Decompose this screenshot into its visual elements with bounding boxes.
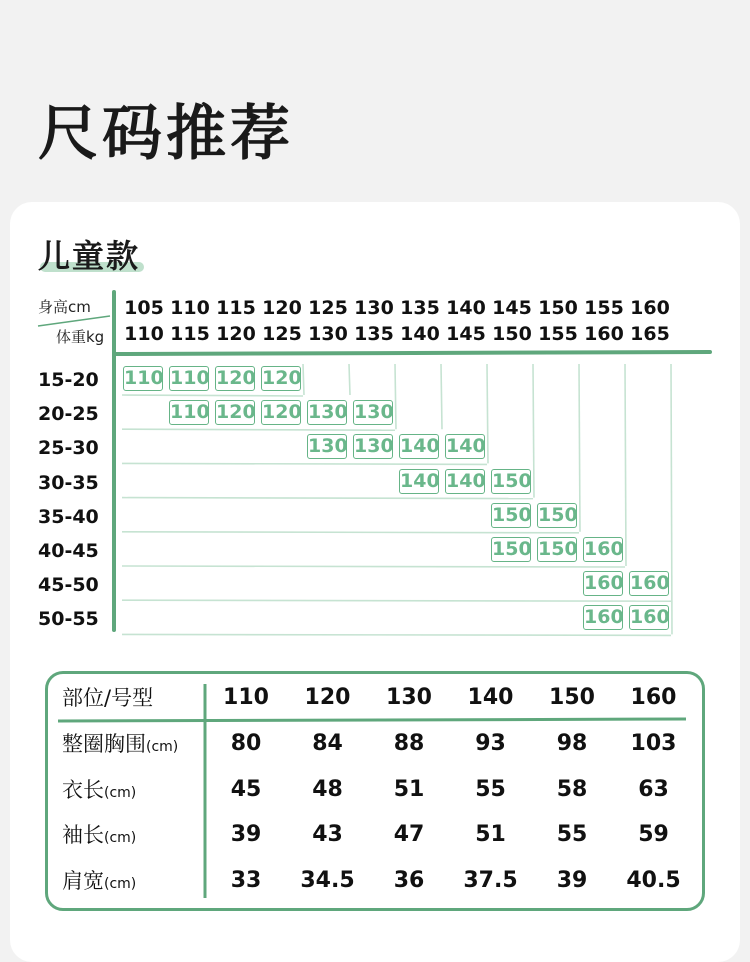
height-axis-label: 身高cm xyxy=(38,298,91,316)
weight-row-label: 45-50 xyxy=(38,574,99,597)
section-title: 儿童款 xyxy=(38,237,141,275)
measurement-value: 43 xyxy=(312,822,343,847)
height-from-135: 135 xyxy=(400,297,440,319)
measurement-size-header: 150 xyxy=(549,685,595,710)
size-recommendation-box: 150 xyxy=(538,538,578,560)
measurement-value: 33 xyxy=(230,867,262,893)
height-to-160: 160 xyxy=(584,323,624,345)
height-from-160: 160 xyxy=(630,297,670,319)
measurement-value: 45 xyxy=(230,776,262,802)
height-from-145: 145 xyxy=(492,297,532,319)
size-recommendation-box: 150 xyxy=(538,503,578,526)
measurement-row-label xyxy=(62,776,136,807)
measurement-unit: (cm) xyxy=(104,830,137,846)
size-recommendation-box: 140 xyxy=(446,435,486,458)
height-to-155: 155 xyxy=(538,323,578,345)
measurement-value: 39 xyxy=(556,867,588,893)
measurement-row-label xyxy=(62,730,178,761)
height-from-120: 120 xyxy=(262,297,302,319)
height-to-135: 135 xyxy=(354,323,394,345)
measurement-size-header: 110 xyxy=(223,685,269,710)
weight-axis-label: 体重kg xyxy=(56,328,105,346)
height-to-150: 150 xyxy=(492,323,532,345)
measurement-size-header: 120 xyxy=(304,685,351,710)
size-recommendation-box: 130 xyxy=(354,401,394,424)
size-recommendation-box: 110 xyxy=(124,367,164,389)
measurement-value: 47 xyxy=(393,822,425,847)
measurement-value: 93 xyxy=(475,731,506,756)
height-to-130: 130 xyxy=(308,323,348,345)
height-to-115: 115 xyxy=(170,323,210,345)
size-recommendation-box: 140 xyxy=(400,435,440,458)
measurement-value: 48 xyxy=(312,776,343,802)
measurement-value: 51 xyxy=(393,776,425,802)
size-recommendation-box: 130 xyxy=(308,435,348,458)
weight-row-label: 15-20 xyxy=(38,369,99,391)
measurement-value: 84 xyxy=(312,731,343,756)
weight-row-label: 20-25 xyxy=(38,403,99,426)
measurement-value: 59 xyxy=(638,822,669,847)
measurement-value: 40.5 xyxy=(626,867,681,893)
weight-row-label: 30-35 xyxy=(38,471,99,494)
height-to-165: 165 xyxy=(630,323,670,345)
measurement-part-name: 肩宽 xyxy=(62,868,104,893)
size-recommendation-box: 120 xyxy=(216,367,256,389)
weight-row-label: 25-30 xyxy=(38,437,99,460)
height-from-115: 115 xyxy=(216,297,256,319)
weight-row-label: 40-45 xyxy=(38,540,99,562)
size-recommendation-box: 160 xyxy=(584,572,624,595)
height-from-125: 125 xyxy=(308,297,348,319)
height-from-150: 150 xyxy=(538,297,578,319)
measurement-header-divider xyxy=(58,719,686,721)
measurement-size-header: 130 xyxy=(386,685,432,710)
measurement-value: 103 xyxy=(630,731,677,756)
size-recommendation-box: 130 xyxy=(308,401,348,424)
measurement-value: 88 xyxy=(393,731,425,756)
measurement-value: 37.5 xyxy=(463,867,518,893)
measurement-value: 36 xyxy=(393,867,425,893)
measurement-unit: (cm) xyxy=(104,875,137,892)
size-recommendation-box: 140 xyxy=(400,469,440,492)
measurement-value: 55 xyxy=(556,822,588,847)
page-title: 尺码推荐 xyxy=(38,99,294,169)
size-recommendation-box: 150 xyxy=(492,469,532,492)
height-from-140: 140 xyxy=(446,297,486,319)
size-recommendation-box: 160 xyxy=(584,606,624,629)
measurement-unit: (cm) xyxy=(146,739,179,755)
size-recommendation-box: 150 xyxy=(492,503,532,526)
size-recommendation-box: 160 xyxy=(630,572,670,595)
measurement-part-name: 袖长 xyxy=(62,823,104,847)
size-recommendation-box: 130 xyxy=(354,435,394,458)
measurement-value: 58 xyxy=(556,776,588,802)
height-to-120: 120 xyxy=(216,323,256,345)
measurement-row-label xyxy=(62,821,136,852)
size-recommendation-box: 120 xyxy=(262,401,302,424)
height-from-110: 110 xyxy=(170,297,210,319)
measurement-size-header: 160 xyxy=(630,685,677,710)
size-recommendation-box: 160 xyxy=(630,606,670,629)
size-recommendation-box: 110 xyxy=(170,401,210,424)
height-from-105: 105 xyxy=(124,297,164,319)
height-to-145: 145 xyxy=(446,323,486,345)
measurement-value: 51 xyxy=(475,822,506,847)
size-recommendation-box: 150 xyxy=(492,538,532,560)
measurement-part-name: 衣长 xyxy=(62,777,104,802)
measurement-value: 98 xyxy=(556,731,588,756)
measurement-value: 34.5 xyxy=(300,867,355,893)
size-recommendation-box: 110 xyxy=(170,367,210,389)
height-to-140: 140 xyxy=(400,323,440,345)
measurement-part-name: 整圈胸围 xyxy=(62,732,146,756)
size-recommendation-box: 160 xyxy=(584,538,624,560)
height-to-110: 110 xyxy=(124,323,164,345)
height-to-125: 125 xyxy=(262,323,302,345)
measurement-value: 55 xyxy=(475,776,506,802)
size-recommendation-box: 120 xyxy=(262,367,302,389)
weight-row-label: 50-55 xyxy=(38,608,99,631)
measurement-row-label xyxy=(62,867,136,898)
measurement-header-label: 部位/号型 xyxy=(62,686,154,710)
size-recommendation-box: 140 xyxy=(446,469,486,492)
height-from-130: 130 xyxy=(354,297,394,319)
weight-row-label: 35-40 xyxy=(38,505,99,528)
size-recommendation-box: 120 xyxy=(216,401,256,424)
measurement-unit: (cm) xyxy=(104,784,137,801)
measurement-value: 80 xyxy=(230,731,262,756)
measurement-value: 39 xyxy=(230,822,262,847)
measurement-value: 63 xyxy=(638,776,669,802)
measurement-size-header: 140 xyxy=(467,685,514,710)
height-from-155: 155 xyxy=(584,297,624,319)
